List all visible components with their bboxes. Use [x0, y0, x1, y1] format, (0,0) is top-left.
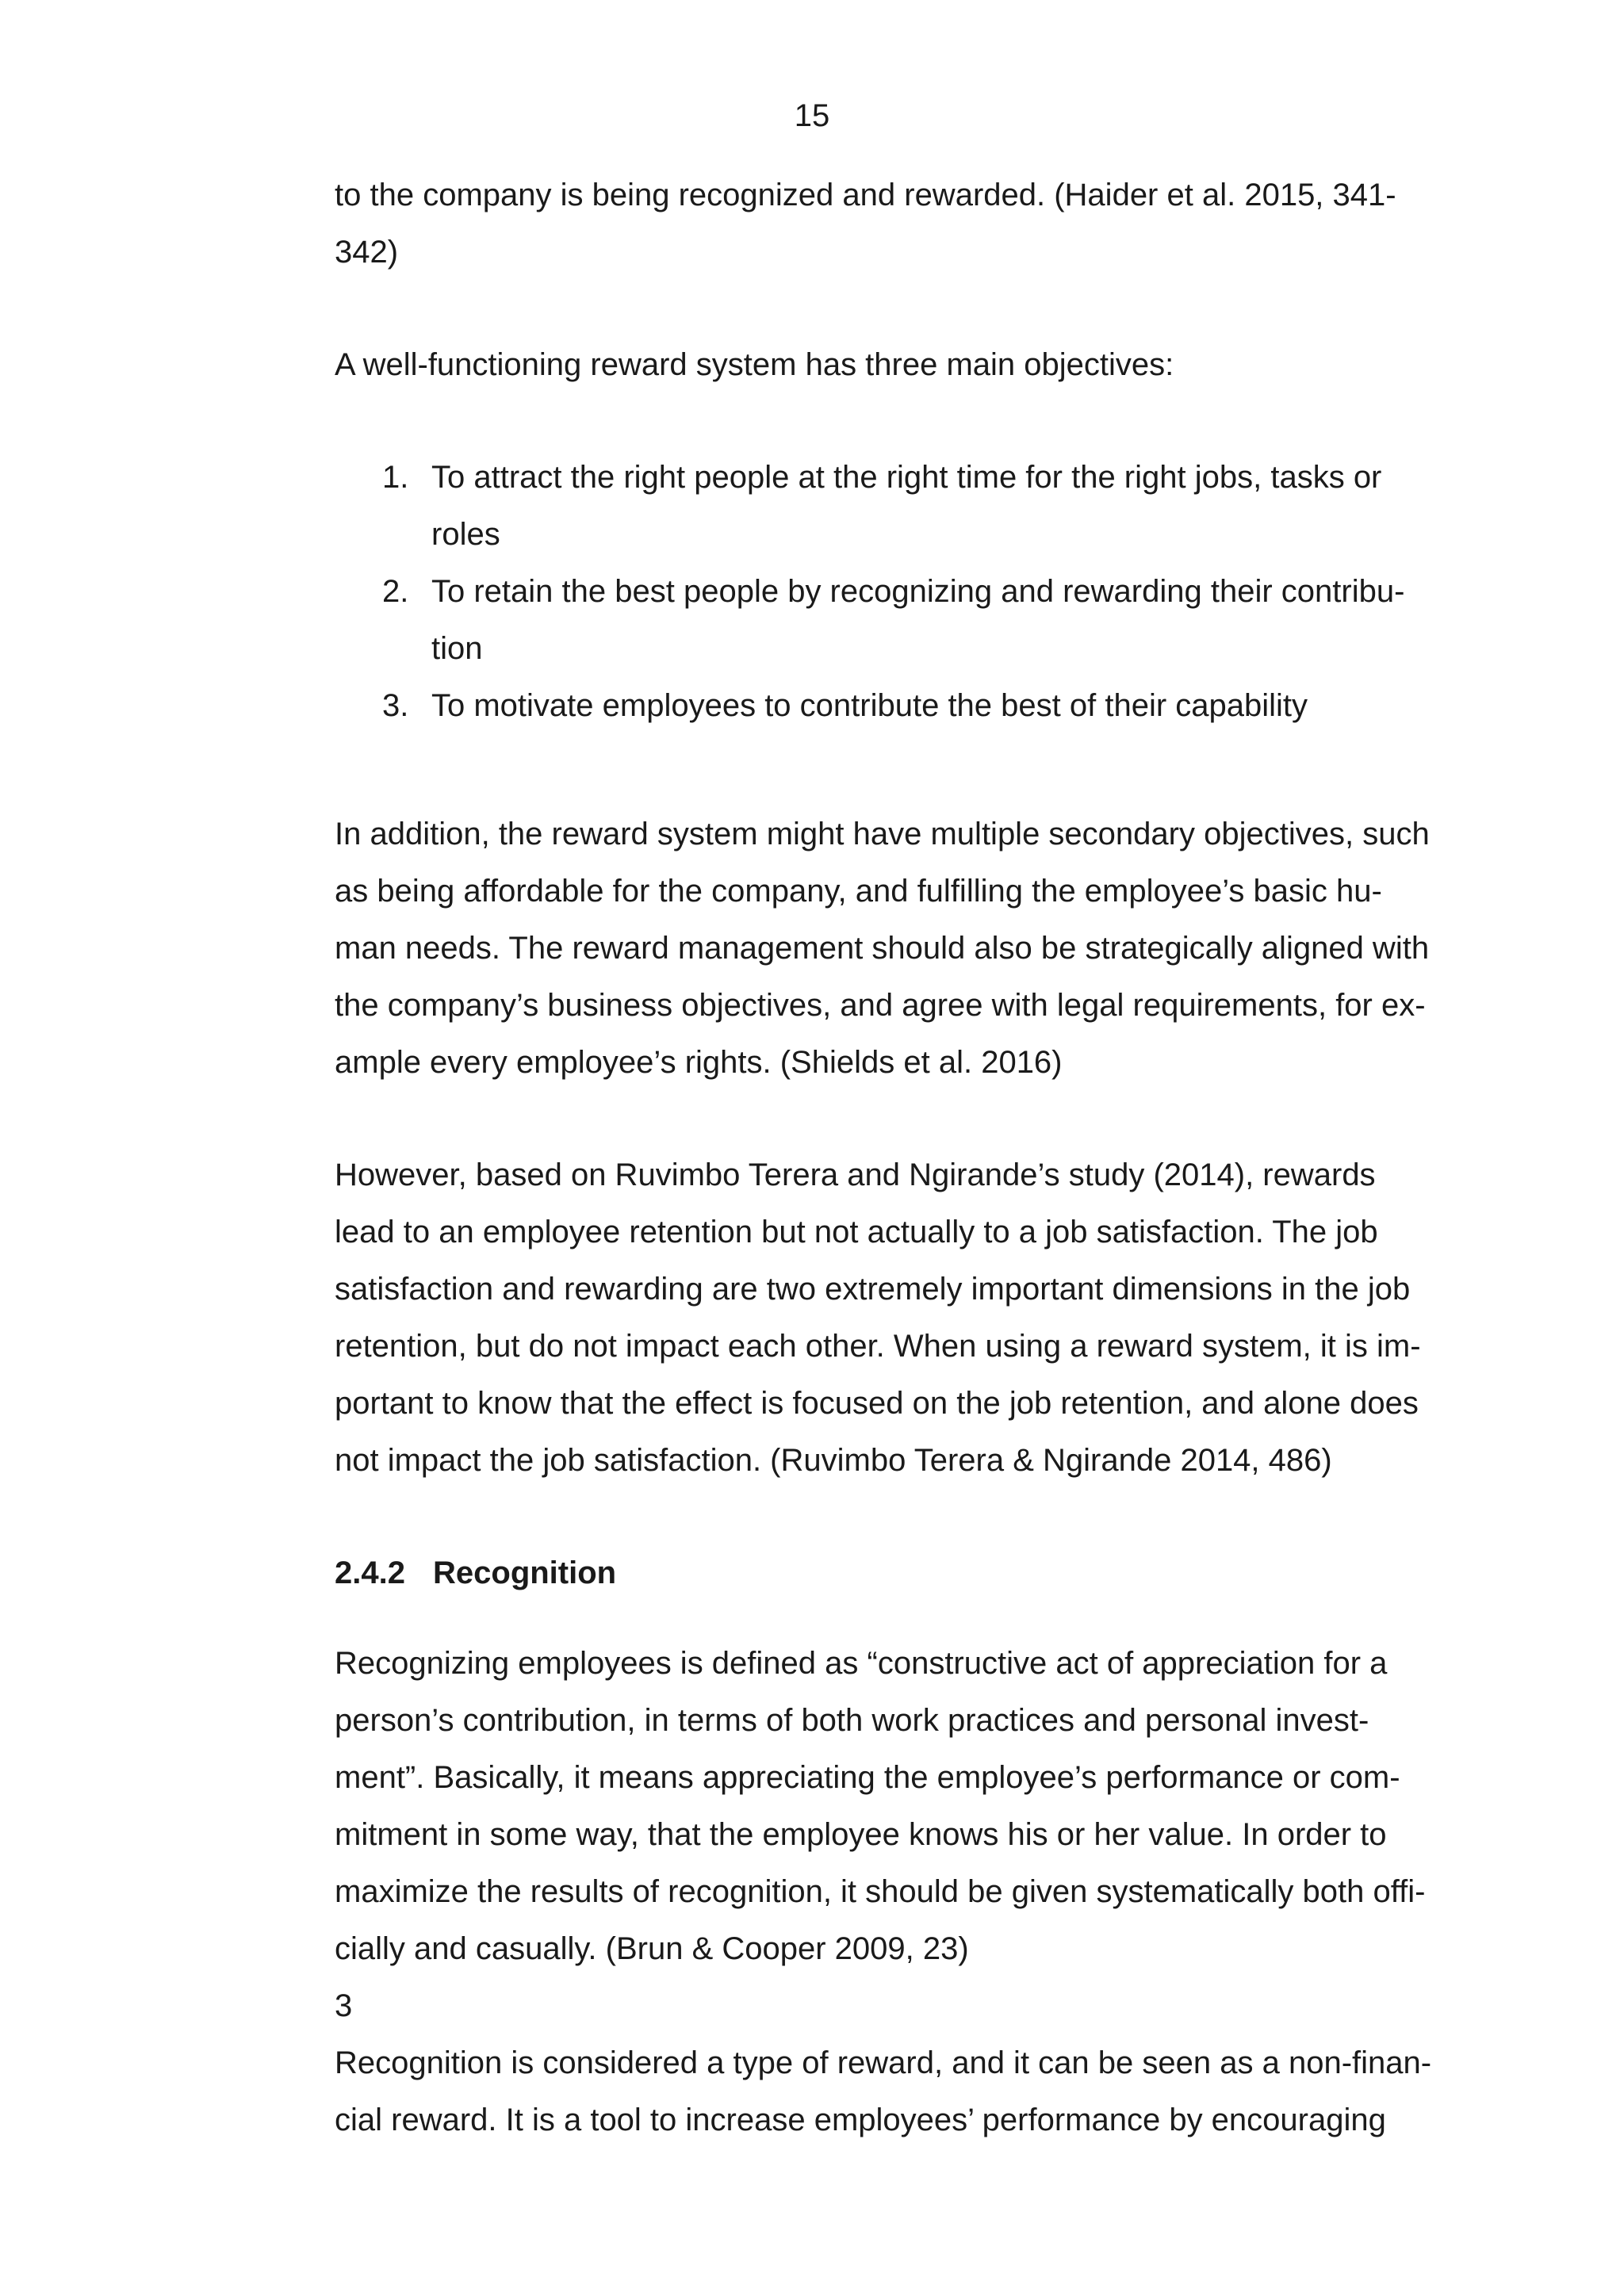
- list-item-text: To attract the right people at the right time for the right jobs, tasks or: [431, 460, 1382, 495]
- text-line: cial reward. It is a tool to increase employees’ performance by encouraging: [335, 2103, 1386, 2137]
- text-line: In addition, the reward system might have multiple secondary objectives, such: [335, 817, 1430, 851]
- text-line: lead to an employee retention but not actually to a job satisfaction. The job: [335, 1215, 1378, 1249]
- text-line: person’s contribution, in terms of both work practices and personal invest-: [335, 1703, 1369, 1738]
- text-line: satisfaction and rewarding are two extremely important dimensions in the job: [335, 1272, 1411, 1307]
- list-item-text: tion: [431, 631, 483, 666]
- list-item-text: To motivate employees to contribute the best of their capability: [431, 688, 1308, 723]
- text-line: maximize the results of recognition, it should be given systematically both offi-: [335, 1874, 1426, 1909]
- list-item-text: To retain the best people by recognizing and rewarding their contribu-: [431, 574, 1405, 609]
- list-item-number: 2.: [382, 574, 409, 609]
- text-line: However, based on Ruvimbo Terera and Ngirande’s study (2014), rewards: [335, 1158, 1376, 1192]
- list-item-number: 1.: [382, 460, 409, 495]
- text-line: portant to know that the effect is focused on the job retention, and alone does: [335, 1386, 1419, 1421]
- section-title: Recognition: [433, 1556, 617, 1590]
- list-item-number: 3.: [382, 688, 409, 723]
- text-line: Recognizing employees is defined as “constructive act of appreciation for a: [335, 1646, 1388, 1681]
- stray-number: 3: [335, 1988, 353, 2023]
- text-line: ample every employee’s rights. (Shields et al. 2016): [335, 1045, 1063, 1080]
- page-number: 15: [794, 98, 830, 133]
- text-line: ment”. Basically, it means appreciating the employee’s performance or com-: [335, 1760, 1400, 1795]
- text-line: cially and casually. (Brun & Cooper 2009, 23): [335, 1931, 969, 1966]
- text-line: the company’s business objectives, and agree with legal requirements, for ex-: [335, 988, 1426, 1023]
- text-line: as being affordable for the company, and fulfilling the employee’s basic hu-: [335, 874, 1382, 909]
- text-line: to the company is being recognized and rewarded. (Haider et al. 2015, 341-: [335, 178, 1396, 212]
- text-line: not impact the job satisfaction. (Ruvimbo Terera & Ngirande 2014, 486): [335, 1443, 1332, 1478]
- objectives-intro: A well-functioning reward system has three main objectives:: [335, 347, 1174, 382]
- text-line: 342): [335, 235, 399, 270]
- text-line: man needs. The reward management should also be strategically aligned with: [335, 931, 1430, 966]
- text-line: mitment in some way, that the employee knows his or her value. In order to: [335, 1817, 1387, 1852]
- text-line: retention, but do not impact each other. When using a reward system, it is im-: [335, 1329, 1421, 1364]
- text-line: Recognition is considered a type of reward, and it can be seen as a non-finan-: [335, 2045, 1432, 2080]
- list-item-text: roles: [431, 517, 500, 552]
- section-number: 2.4.2: [335, 1556, 405, 1590]
